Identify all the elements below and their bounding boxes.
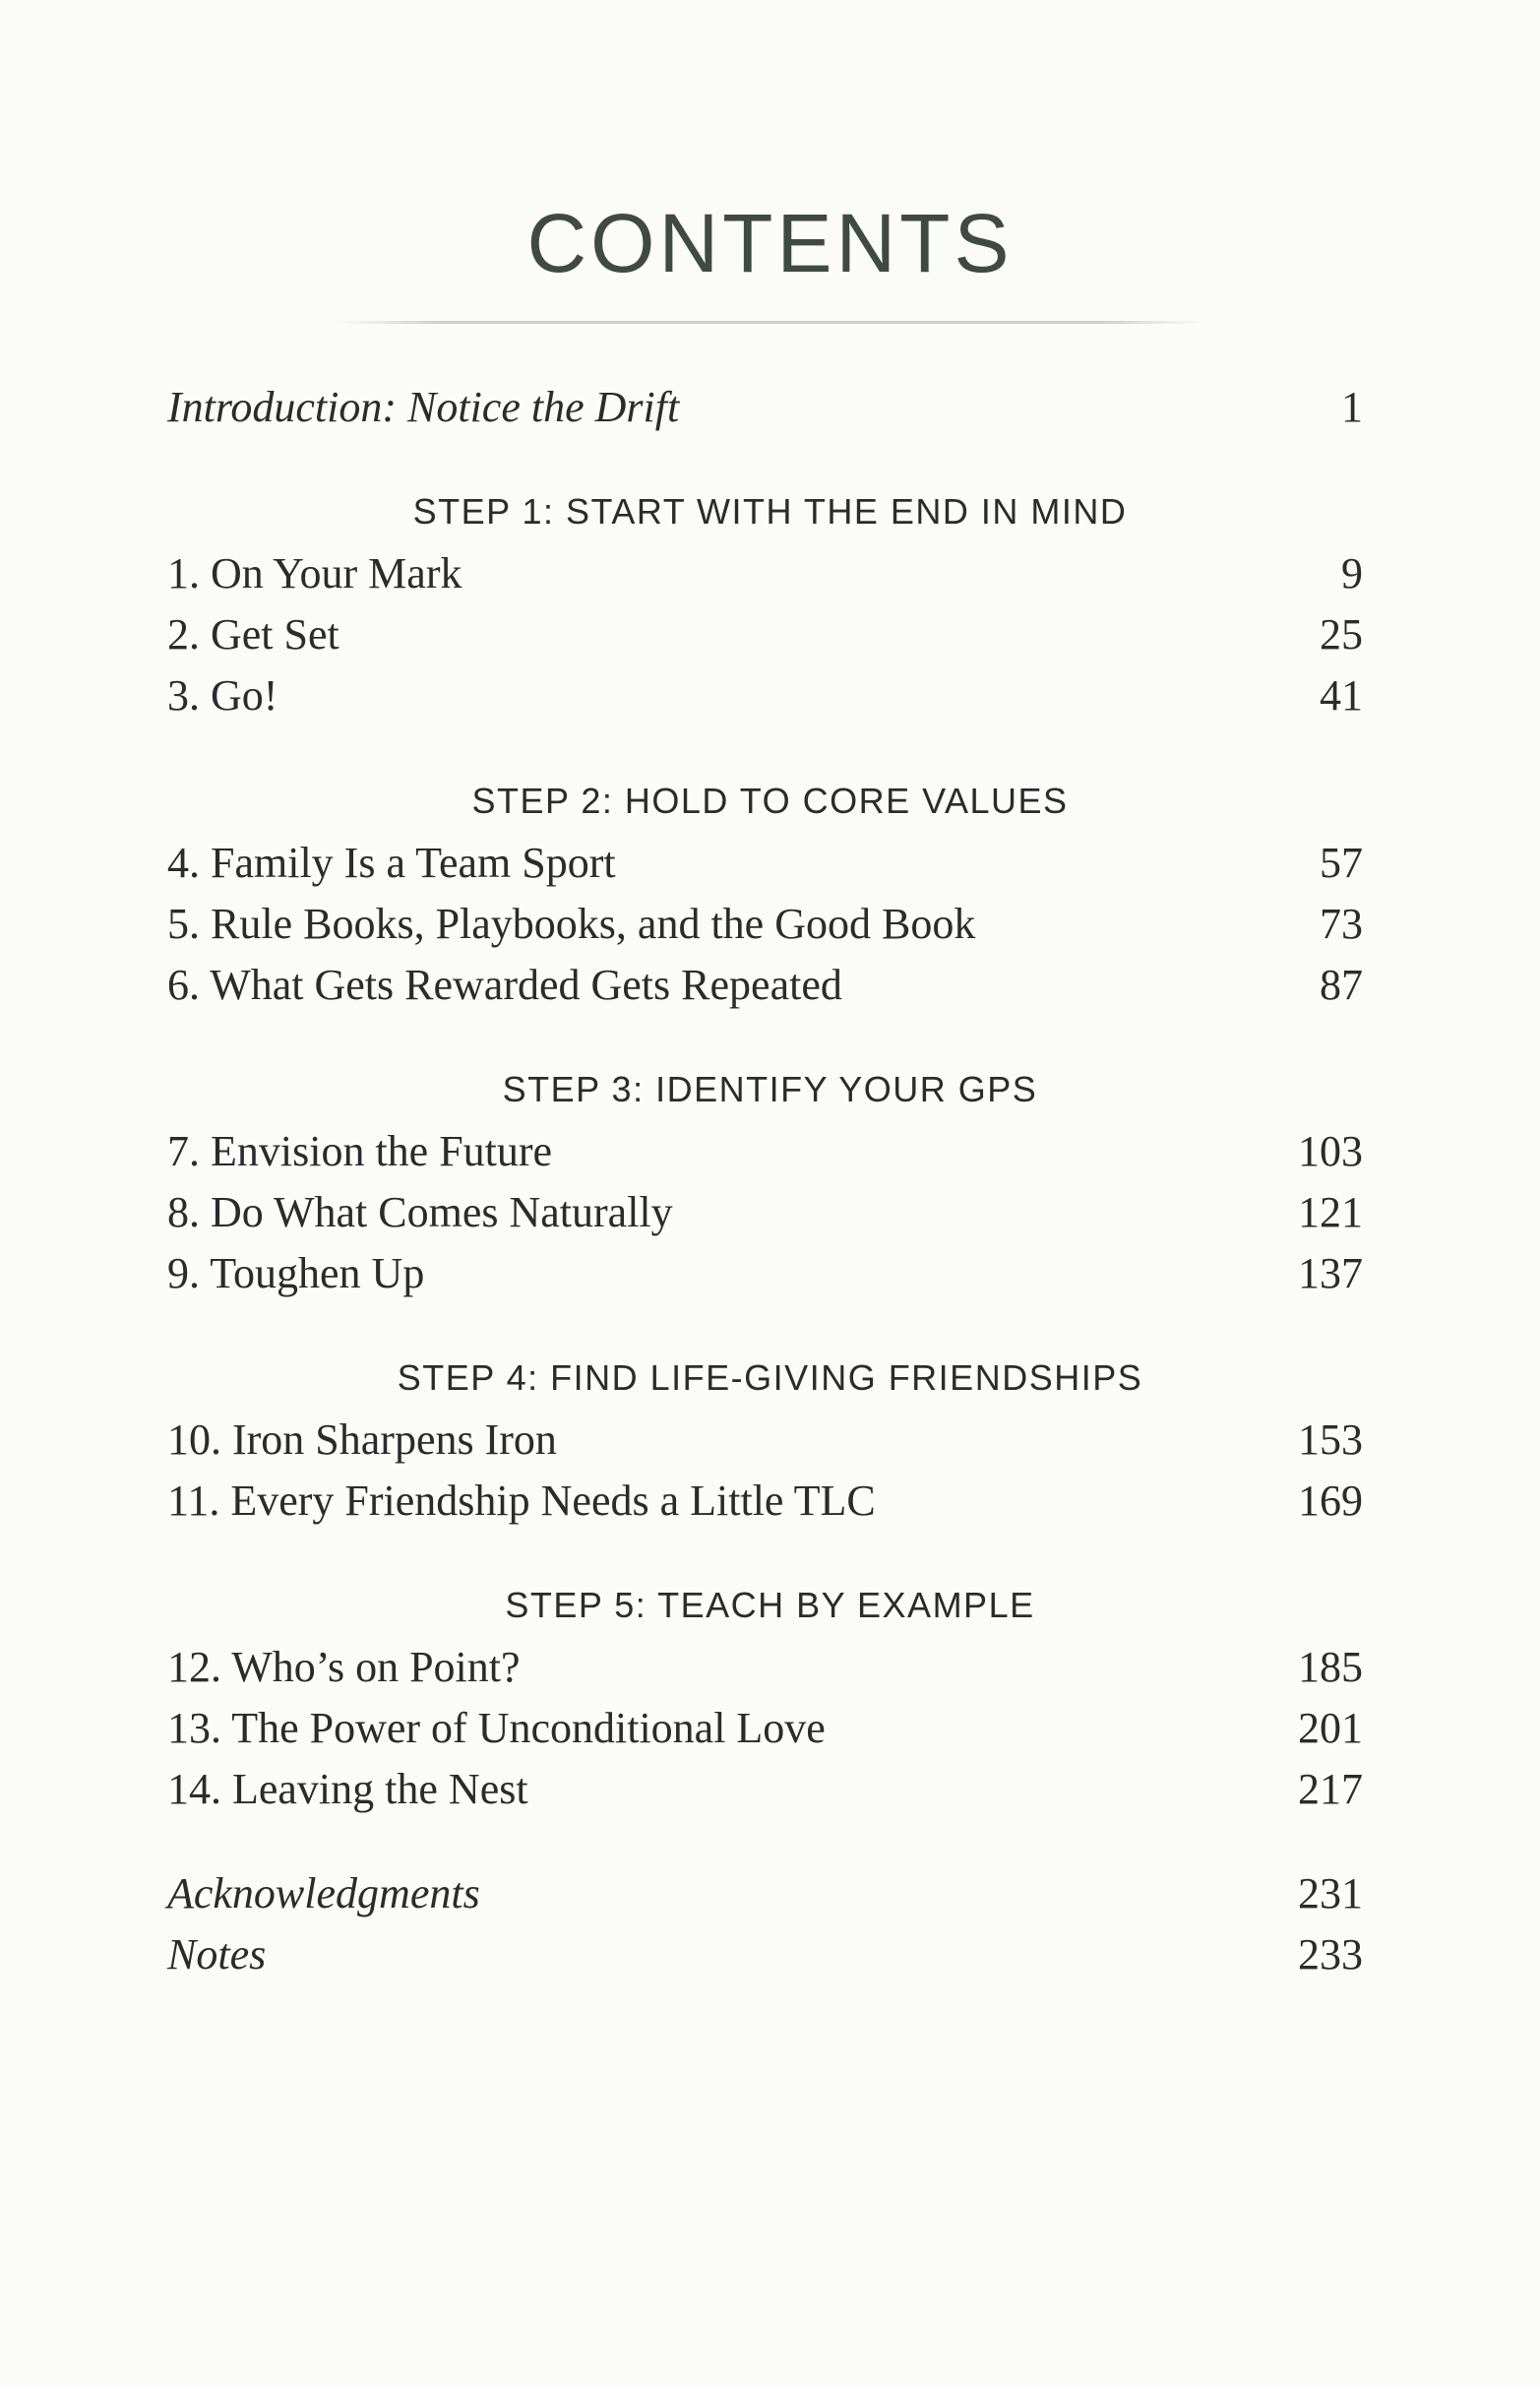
toc-entry-label: 10. Iron Sharpens Iron	[167, 1415, 557, 1464]
toc-entry-label: 4. Family Is a Team Sport	[167, 839, 616, 887]
toc-entry-label: 7. Envision the Future	[167, 1127, 553, 1175]
toc-entry-label: Introduction: Notice the Drift	[167, 383, 680, 431]
toc-entry-chapter-11[interactable]	[167, 1472, 1363, 1531]
toc-entry-page: 231	[1298, 1869, 1363, 1917]
toc-entry-page: 87	[1320, 961, 1363, 1009]
toc-entry-page: 103	[1298, 1127, 1363, 1175]
toc-entry-label: Notes	[167, 1930, 267, 1979]
toc-entry-page: 73	[1320, 900, 1363, 948]
toc-entry-chapter-2[interactable]	[167, 605, 1363, 664]
section-heading-step-1: STEP 1: START WITH THE END IN MIND	[412, 491, 1128, 532]
toc-entry-chapter-6[interactable]	[167, 956, 1363, 1015]
toc-entry-page: 185	[1298, 1643, 1363, 1691]
toc-entry-page: 217	[1298, 1765, 1363, 1813]
toc-entry-page: 25	[1320, 610, 1363, 659]
section-heading-step-4: STEP 4: FIND LIFE-GIVING FRIENDSHIPS	[397, 1357, 1143, 1398]
toc-entry-label: Acknowledgments	[167, 1869, 480, 1917]
toc-entry-page: 137	[1298, 1249, 1363, 1297]
toc-entry-label: 12. Who’s on Point?	[167, 1643, 521, 1691]
toc-entry-page: 57	[1320, 839, 1363, 887]
toc-entry-page: 121	[1298, 1188, 1363, 1236]
toc-entry-page: 169	[1298, 1477, 1363, 1525]
toc-entry-chapter-1[interactable]	[167, 544, 1363, 603]
toc-entry-acknowledgments[interactable]	[167, 1864, 1363, 1923]
toc-entry-chapter-7[interactable]	[167, 1122, 1363, 1181]
toc-entry-notes[interactable]	[167, 1925, 1363, 1984]
page-title: CONTENTS	[526, 197, 1014, 289]
toc-entry-chapter-8[interactable]	[167, 1183, 1363, 1242]
toc-entry-label: 13. The Power of Unconditional Love	[167, 1704, 826, 1752]
section-heading-step-3: STEP 3: IDENTIFY YOUR GPS	[502, 1069, 1038, 1109]
toc-entry-label: 9. Toughen Up	[167, 1249, 425, 1297]
toc-entry-page: 153	[1298, 1415, 1363, 1464]
toc-entry-chapter-3[interactable]	[167, 666, 1363, 725]
toc-entry-introduction[interactable]	[167, 378, 1363, 437]
toc-entry-chapter-10[interactable]	[167, 1411, 1363, 1470]
toc-entry-label: 1. On Your Mark	[167, 549, 462, 597]
toc-entry-chapter-5[interactable]	[167, 895, 1363, 954]
toc-entry-label: 3. Go!	[167, 671, 278, 720]
toc-entry-label: 5. Rule Books, Playbooks, and the Good Book	[167, 900, 976, 948]
toc-entry-page: 1	[1341, 383, 1363, 431]
toc-entry-chapter-12[interactable]	[167, 1638, 1363, 1697]
section-heading-step-5: STEP 5: TEACH BY EXAMPLE	[505, 1585, 1035, 1625]
toc-entry-label: 8. Do What Comes Naturally	[167, 1188, 673, 1236]
toc-entry-page: 233	[1298, 1930, 1363, 1979]
toc-entry-chapter-9[interactable]	[167, 1244, 1363, 1303]
toc-entry-label: 11. Every Friendship Needs a Little TLC	[167, 1477, 876, 1525]
toc-entry-chapter-4[interactable]	[167, 834, 1363, 893]
toc-entry-page: 41	[1320, 671, 1363, 720]
title-divider	[335, 321, 1205, 324]
toc-entry-chapter-14[interactable]	[167, 1760, 1363, 1819]
toc-entry-label: 6. What Gets Rewarded Gets Repeated	[167, 961, 842, 1009]
toc-entry-label: 14. Leaving the Nest	[167, 1765, 528, 1813]
section-heading-step-2: STEP 2: HOLD TO CORE VALUES	[471, 781, 1069, 821]
toc-entry-page: 9	[1341, 549, 1363, 597]
toc-entry-label: 2. Get Set	[167, 610, 339, 659]
toc-entry-page: 201	[1298, 1704, 1363, 1752]
toc-entry-chapter-13[interactable]	[167, 1699, 1363, 1758]
